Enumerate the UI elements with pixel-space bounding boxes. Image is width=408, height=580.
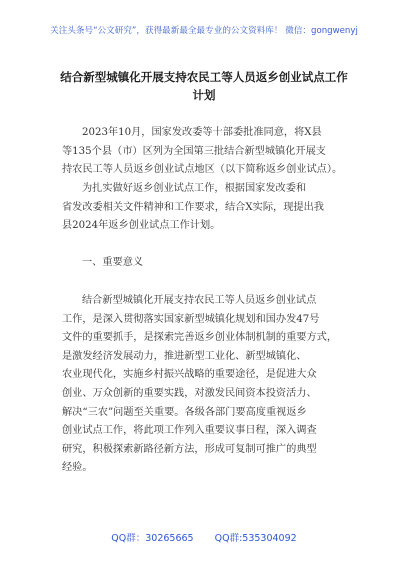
paragraph-line: 创业、万众创新的重要实践，对激发民间资本投资活力、 [62,387,317,399]
paragraph-purpose [62,180,350,236]
footer-qq-group-1: QQ群：30265665 [111,533,194,544]
paragraph-line: 解决“三农”问题至关重要。各级各部门要高度重视返乡 [62,406,307,418]
paragraph-line: 为扎实做好返乡创业试点工作，根据国家发改委和 [82,183,307,194]
paragraph-intro [62,124,350,180]
paragraph-line: 工作，是深入贯彻落实国家新型城镇化规划和国办发47号 [62,313,320,325]
header-promo-note: 关注头条号“公文研究”，获得最新最全最专业的公文资料库！ 微信：gongwenyj [50,26,358,36]
footer-contact [0,530,408,544]
paragraph-line: 是激发经济发展动力，推进新型工业化、新型城镇化、 [62,350,307,362]
paragraph-line: 经验。 [62,462,93,474]
footer-qq-group-2: QQ群:535304092 [214,533,297,544]
paragraph-line: 省发改委相关文件精神和工作要求，结合X实际，现提出我 [62,201,324,213]
paragraph-line: 文件的重要抓手，是探索完善返乡创业体制机制的重要方式， [62,332,338,344]
paragraph-significance [62,292,350,478]
paragraph-line: 创业试点工作，将此项工作列入重要议事日程，深入调查 [62,425,317,437]
paragraph-line: 持农民工等人员返乡创业试点地区（以下简称返乡创业试点）。 [62,164,343,176]
paragraph-line: 农业现代化，实施乡村振兴战略的重要途径，是促进大众 [62,369,317,381]
paragraph-line: 结合新型城镇化开展支持农民工等人员返乡创业试点 [82,295,317,306]
section-heading-significance: 一、重要意义 [82,257,144,268]
document-title: 结合新型城镇化开展支持农民工等人员返乡创业试点工作 [60,70,348,84]
paragraph-line: 等135个县（市）区列为全国第三批结合新型城镇化开展支 [62,145,326,157]
paragraph-line: 县2024年返乡创业试点工作计划。 [62,220,221,232]
paragraph-line: 研究，积极探索新路径新方法，形成可复制可推广的典型 [62,443,317,455]
document-title-continued: 计划 [192,88,216,102]
paragraph-line: 2023年10月，国家发改委等十部委批准同意，将X县 [82,127,322,138]
